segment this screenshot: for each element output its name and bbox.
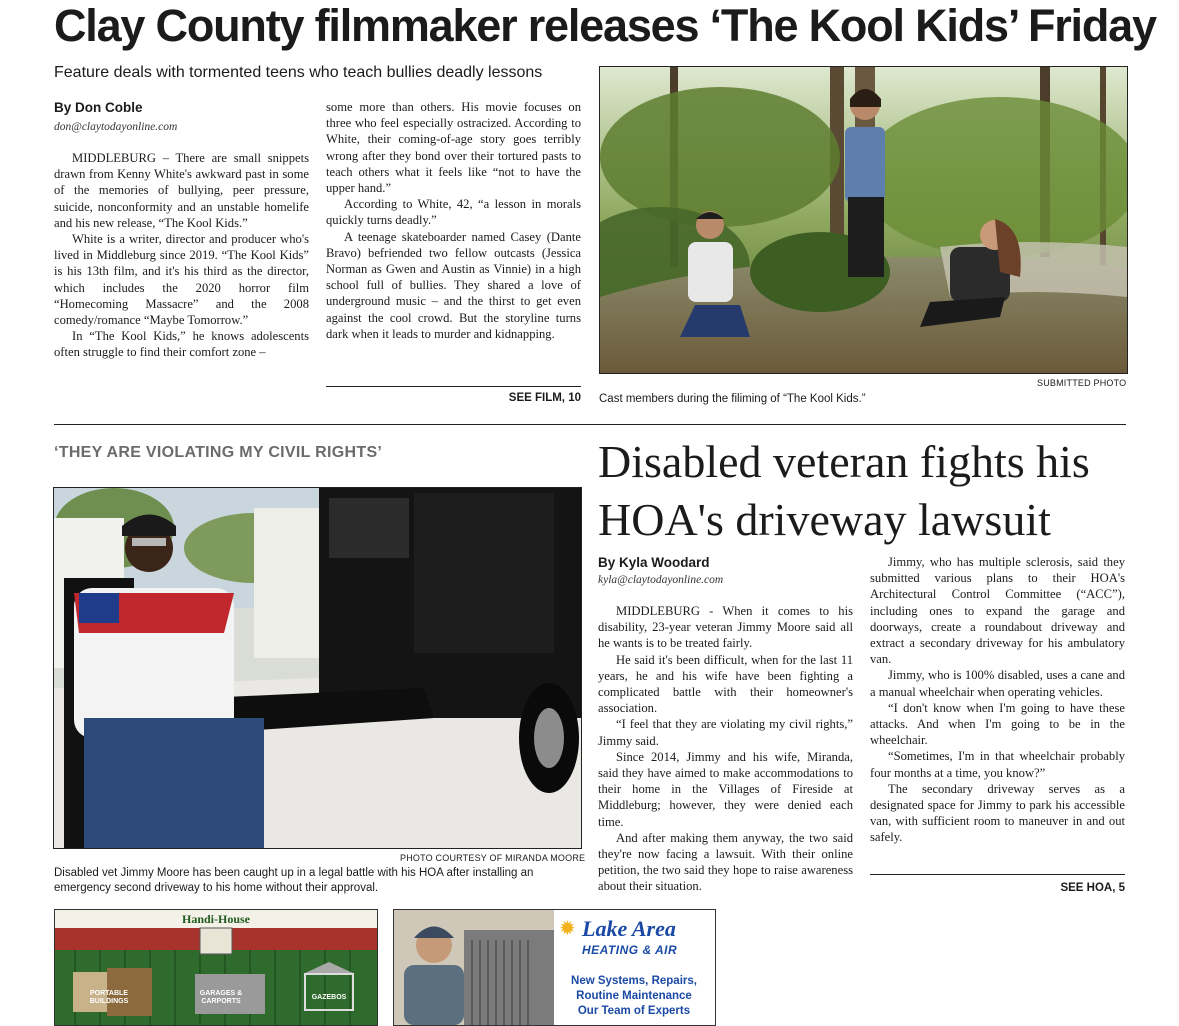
- lake-area-brand: Lake Area: [582, 916, 676, 941]
- story2-caption: Disabled vet Jimmy Moore has been caught up in a legal battle with his HOA after installing an emergency second driveway to his home without their approval.: [54, 867, 534, 894]
- story2-col1-paragraph: He said it's been difficult, when for the last 11 years, he and his wife have been fighting a complicated battle with their homeowner's association.: [598, 652, 853, 716]
- ad-line: New Systems, Repairs,: [571, 975, 697, 987]
- handi-house-ad[interactable]: [54, 909, 378, 1026]
- technician-photo: [394, 910, 554, 1025]
- sun-icon: ✹: [559, 918, 576, 940]
- story2-photo-credit: PHOTO COURTESY OF MIRANDA MOORE: [400, 853, 586, 863]
- story2-photo: [53, 487, 582, 849]
- story2-col2-paragraph: The secondary driveway serves as a designated space for Jimmy to park his accessible van, with sufficient room to maneuver in and out safely.: [870, 781, 1125, 845]
- ad-line: Our Team of Experts: [577, 1005, 691, 1017]
- story1-col1-paragraph: White is a writer, director and producer who's lived in Middleburg since 2019. “The Kool Kids” is his 13th film, and it's his third as the director, which includes the 2020 horror film “Homecoming Massacre” and the 2008 comedy/romance “Maybe Tomorrow.”: [54, 232, 309, 328]
- forest-cast-image: [600, 67, 1127, 373]
- section-divider: [54, 424, 1126, 425]
- story2-col1-paragraph: MIDDLEBURG - When it comes to his disability, 23-year veteran Jimmy Moore said all he wants is to be treated fairly.: [598, 604, 853, 651]
- handi-house-ad-art: [55, 910, 377, 1025]
- story2-kicker: ‘THEY ARE VIOLATING MY CIVIL RIGHTS’: [54, 444, 383, 461]
- ad-line: Routine Maintenance: [576, 990, 692, 1002]
- story2-col1-paragraph: And after making them anyway, the two said they're now facing a lawsuit. With their online petition, the two said they hope to raise awareness about their situation.: [598, 830, 853, 894]
- story1-headline: Clay County filmmaker releases ‘The Kool Kids’ Friday: [54, 0, 1156, 51]
- story1-byline: By Don Coble: [54, 100, 143, 115]
- story1-deck: Feature deals with tormented teens who teach bullies deadly lessons: [54, 64, 543, 81]
- story2-col2-paragraph: “I don't know when I'm going to have these attacks. And when I'm going to be in the wheelchair.: [870, 700, 1125, 748]
- story2-jump-link[interactable]: SEE HOA, 5: [1060, 882, 1125, 894]
- story2-col2-paragraph: “Sometimes, I'm in that wheelchair probably four months at a time, you know?”: [870, 749, 1125, 780]
- handi-house-brand: Handi-House: [181, 912, 250, 926]
- jump-rule: [326, 386, 581, 387]
- ad-label: PORTABLE BUILDINGS: [89, 990, 129, 1005]
- ad-label: GAZEBOS: [311, 994, 347, 1001]
- story2-headline: Disabled veteran fights his HOA's driveway lawsuit: [598, 436, 1090, 545]
- lake-area-subbrand: HEATING & AIR: [582, 943, 678, 957]
- story1-jump-link[interactable]: SEE FILM, 10: [508, 392, 581, 404]
- story2-col2-paragraph: Jimmy, who is 100% disabled, uses a cane and a manual wheelchair when operating vehicles.: [870, 668, 1125, 699]
- story1-col2-paragraph: A teenage skateboarder named Casey (Dante Bravo) befriended two fellow outcasts (Jessica Norman as Gwen and Austin as Vinnie) in a high school full of bullies. They shared a love of underground music – and the thirst to get even against the cool crowd. But the storyline turns dark when it leads to murder and kidnapping.: [326, 229, 581, 341]
- story1-col1-paragraph: MIDDLEBURG – There are small snippets drawn from Kenny White's awkward past in some of the memories of bullying, peer pressure, suicide, nonconformity and an unstable homelife and his new release, “The Kool Kids.”: [54, 151, 309, 230]
- story1-photo: [599, 66, 1128, 374]
- story1-column-1: [54, 150, 309, 361]
- story2-col2-paragraph: Jimmy, who has multiple sclerosis, said they submitted various plans to their HOA's Architectural Control Committee (“ACC”), including ones to expand the garage and doorways, create a roundabout driveway and extract a secondary driveway for his ambulatory van.: [870, 555, 1125, 667]
- ad-label: GARAGES & CARPORTS: [199, 990, 243, 1005]
- story2-email[interactable]: kyla@claytodayonline.com: [598, 574, 724, 586]
- story2-col1-paragraph: Since 2014, Jimmy and his wife, Miranda, said they have aimed to make accommodations to their home in the Villages of Fireside at Middleburg; however, they were denied each time.: [598, 749, 853, 829]
- story1-col2-paragraph: According to White, 42, “a lesson in morals quickly turns deadly.”: [326, 197, 581, 228]
- story1-column-2: [326, 99, 581, 342]
- story1-caption: Cast members during the filiming of “The Kool Kids.”: [599, 393, 866, 405]
- story1-email[interactable]: don@claytodayonline.com: [54, 121, 178, 133]
- lake-area-services: [554, 974, 714, 1019]
- story1-photo-credit: SUBMITTED PHOTO: [1037, 378, 1127, 388]
- veteran-van-image: [54, 488, 581, 848]
- story2-byline: By Kyla Woodard: [598, 555, 710, 570]
- story1-col2-paragraph: some more than others. His movie focuses on three who feel especially ostracized. According to White, their coming-of-age story goes terribly wrong after they bond over their tortured pasts to teach others what it feels like “not to have the upper hand.”: [326, 100, 581, 196]
- story2-col1-paragraph: “I feel that they are violating my civil rights,” Jimmy said.: [598, 717, 853, 748]
- story2-column-2: [870, 554, 1125, 846]
- story2-column-1: [598, 603, 853, 895]
- story1-col1-paragraph: In “The Kool Kids,” he knows adolescents often struggle to find their comfort zone –: [54, 329, 309, 360]
- jump-rule: [870, 874, 1125, 875]
- lake-area-ad[interactable]: [393, 909, 716, 1026]
